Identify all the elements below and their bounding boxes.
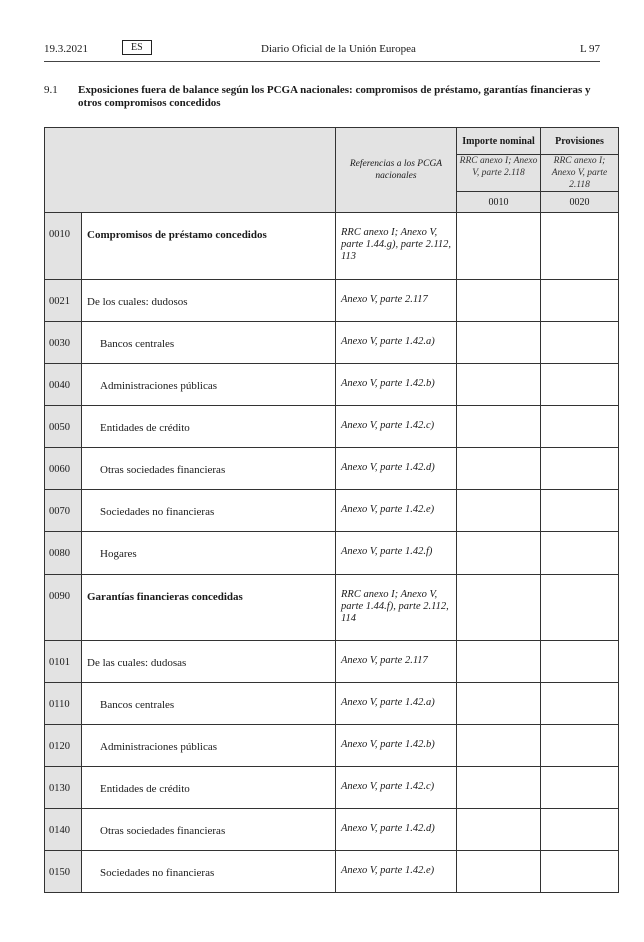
- table-row: [45, 767, 619, 809]
- value-cell: [457, 322, 541, 364]
- value-cell: [457, 448, 541, 490]
- table-row: [45, 683, 619, 725]
- row-reference: Anexo V, parte 2.117: [336, 280, 457, 322]
- row-label: Hogares: [82, 532, 336, 575]
- value-cell: [457, 641, 541, 683]
- value-cell: [457, 683, 541, 725]
- row-label: Entidades de crédito: [82, 767, 336, 809]
- value-cell: [541, 490, 619, 532]
- table-row: [45, 641, 619, 683]
- value-cell: [541, 322, 619, 364]
- value-cell: [541, 213, 619, 280]
- row-code: 0080: [45, 532, 82, 575]
- value-cell: [541, 364, 619, 406]
- row-code: 0101: [45, 641, 82, 683]
- row-code: 0130: [45, 767, 82, 809]
- value-cell: [457, 725, 541, 767]
- row-code: 0060: [45, 448, 82, 490]
- row-code: 0030: [45, 322, 82, 364]
- value-cell: [541, 767, 619, 809]
- row-code: 0090: [45, 575, 82, 641]
- table-row: [45, 809, 619, 851]
- ref-column-header: Referencias a los PCGA nacionales: [336, 128, 457, 213]
- journal-title: Diario Oficial de la Unión Europea: [261, 43, 416, 55]
- row-reference: Anexo V, parte 1.42.b): [336, 364, 457, 406]
- row-label: De los cuales: dudosos: [82, 280, 336, 322]
- row-code: 0150: [45, 851, 82, 893]
- off-balance-exposures-table: [44, 127, 619, 893]
- table-row: [45, 851, 619, 893]
- row-code: 0040: [45, 364, 82, 406]
- row-label: Garantías financieras concedidas: [82, 575, 336, 641]
- value-cell: [541, 280, 619, 322]
- value-cell: [541, 809, 619, 851]
- row-code: 0021: [45, 280, 82, 322]
- row-code: 0120: [45, 725, 82, 767]
- row-label: Sociedades no financieras: [82, 490, 336, 532]
- value-cell: [457, 406, 541, 448]
- header-corner-cell: [45, 128, 336, 213]
- table-row: [45, 532, 619, 575]
- row-label: Administraciones públicas: [82, 364, 336, 406]
- row-code: 0140: [45, 809, 82, 851]
- column-reference: RRC anexo I; Anexo V, parte 2.118: [457, 155, 541, 192]
- row-label: Administraciones públicas: [82, 725, 336, 767]
- page-header: [44, 40, 644, 58]
- row-reference: Anexo V, parte 1.42.a): [336, 683, 457, 725]
- value-cell: [541, 683, 619, 725]
- value-cell: [457, 575, 541, 641]
- row-code: 0050: [45, 406, 82, 448]
- row-label: Bancos centrales: [82, 322, 336, 364]
- row-label: Compromisos de préstamo concedidos: [82, 213, 336, 280]
- row-label: De las cuales: dudosas: [82, 641, 336, 683]
- value-cell: [457, 280, 541, 322]
- value-cell: [457, 364, 541, 406]
- value-cell: [457, 767, 541, 809]
- value-cell: [541, 575, 619, 641]
- row-reference: Anexo V, parte 1.42.b): [336, 725, 457, 767]
- row-label: Otras sociedades financieras: [82, 809, 336, 851]
- row-reference: RRC anexo I; Anexo V, parte 1.44.g), parte 2.112, 113: [336, 213, 457, 280]
- table-row: [45, 322, 619, 364]
- table-row: [45, 364, 619, 406]
- value-cell: [457, 532, 541, 575]
- value-cell: [457, 490, 541, 532]
- column-reference: RRC anexo I; Anexo V, parte 2.118: [541, 155, 619, 192]
- column-title: Importe nominal: [457, 128, 541, 155]
- table-row: [45, 280, 619, 322]
- table-row: [45, 448, 619, 490]
- table-row: [45, 406, 619, 448]
- row-reference: Anexo V, parte 1.42.e): [336, 851, 457, 893]
- row-code: 0010: [45, 213, 82, 280]
- language-code-badge: ES: [122, 40, 152, 55]
- row-reference: Anexo V, parte 1.42.f): [336, 532, 457, 575]
- value-cell: [541, 851, 619, 893]
- row-reference: Anexo V, parte 1.42.c): [336, 406, 457, 448]
- row-reference: Anexo V, parte 1.42.d): [336, 809, 457, 851]
- row-reference: RRC anexo I; Anexo V, parte 1.44.f), parte 2.112, 114: [336, 575, 457, 641]
- value-cell: [541, 532, 619, 575]
- value-cell: [541, 725, 619, 767]
- column-title: Provisiones: [541, 128, 619, 155]
- row-reference: Anexo V, parte 1.42.e): [336, 490, 457, 532]
- value-cell: [457, 213, 541, 280]
- column-code: 0020: [541, 192, 619, 213]
- page-reference: L 97: [580, 43, 601, 55]
- table-row: [45, 213, 619, 280]
- row-code: 0070: [45, 490, 82, 532]
- value-cell: [541, 406, 619, 448]
- row-reference: Anexo V, parte 1.42.d): [336, 448, 457, 490]
- table-row: [45, 490, 619, 532]
- row-label: Entidades de crédito: [82, 406, 336, 448]
- row-code: 0110: [45, 683, 82, 725]
- column-code: 0010: [457, 192, 541, 213]
- row-reference: Anexo V, parte 2.117: [336, 641, 457, 683]
- publication-date: 19.3.2021: [44, 43, 88, 55]
- table-row: [45, 725, 619, 767]
- section-number: 9.1: [44, 84, 58, 96]
- row-label: Bancos centrales: [82, 683, 336, 725]
- section-title: Exposiciones fuera de balance según los PCGA nacionales: compromisos de préstamo, garantías financieras y otros compromisos concedidos: [78, 84, 591, 109]
- table-row: [45, 575, 619, 641]
- row-reference: Anexo V, parte 1.42.c): [336, 767, 457, 809]
- row-reference: Anexo V, parte 1.42.a): [336, 322, 457, 364]
- value-cell: [457, 851, 541, 893]
- value-cell: [541, 641, 619, 683]
- header-divider: [44, 61, 600, 62]
- value-cell: [541, 448, 619, 490]
- row-label: Sociedades no financieras: [82, 851, 336, 893]
- value-cell: [457, 809, 541, 851]
- row-label: Otras sociedades financieras: [82, 448, 336, 490]
